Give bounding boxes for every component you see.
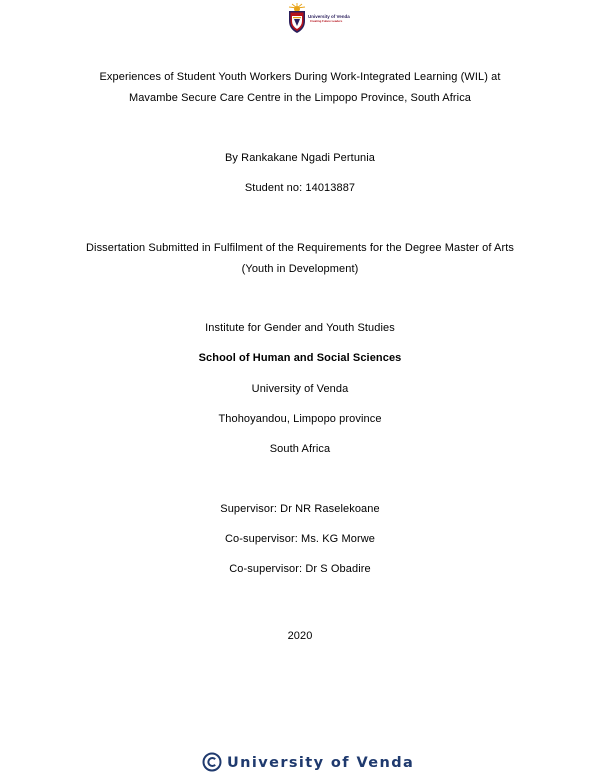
location: Thohoyandou, Limpopo province [218, 413, 382, 425]
footer-brand-text: University of Venda [227, 755, 415, 771]
school-name: School of Human and Social Sciences [198, 352, 402, 364]
country: South Africa [269, 443, 331, 455]
institute-name: Institute for Gender and Youth Studies [205, 322, 395, 334]
submission-statement-line-2: (Youth in Development) [241, 263, 359, 275]
author-name: By Rankakane Ngadi Pertunia [224, 152, 376, 164]
logo-tagline: Creating Future Leaders [310, 19, 343, 23]
university-logo [286, 2, 356, 36]
supervisor: Supervisor: Dr NR Raselekoane [220, 503, 380, 515]
logo-university-name: University of Venda [308, 14, 350, 19]
title-line-1: Experiences of Student Youth Workers During Work-Integrated Learning (WIL) at [99, 71, 501, 83]
copyright-icon [202, 752, 222, 772]
co-supervisor-2: Co-supervisor: Dr S Obadire [229, 563, 371, 575]
university-crest-icon [286, 2, 308, 34]
footer-watermark [202, 752, 422, 776]
title-line-2: Mavambe Secure Care Centre in the Limpopo Province, South Africa [128, 92, 472, 104]
submission-statement-line-1: Dissertation Submitted in Fulfilment of the Requirements for the Degree Master of Arts [85, 242, 514, 254]
co-supervisor-1: Co-supervisor: Ms. KG Morwe [224, 533, 375, 545]
university-name: University of Venda [251, 383, 349, 395]
year: 2020 [287, 630, 313, 642]
student-number: Student no: 14013887 [244, 182, 356, 194]
